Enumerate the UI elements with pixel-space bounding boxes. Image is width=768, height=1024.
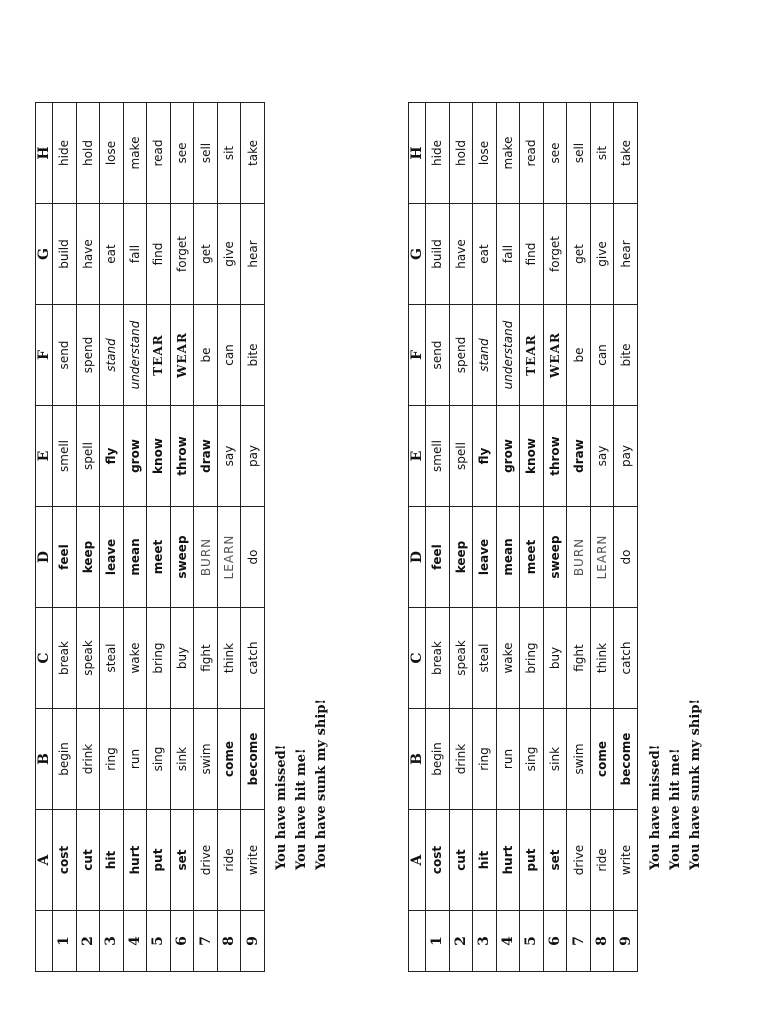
column-header-d: D [36,507,53,608]
grid-cell[interactable]: lose [100,103,124,204]
grid-cell[interactable]: have [76,204,100,305]
row-number: 4 [123,911,147,972]
column-header-g: G [409,204,426,305]
grid-cell[interactable]: sweep [170,507,194,608]
grid-cell[interactable]: spend [76,305,100,406]
grid-row-9 [241,103,265,972]
grid-row-4 [123,103,147,972]
grid-cell[interactable]: cost [53,810,77,911]
message-line: You have sunk my ship! [314,698,329,870]
grid-cell[interactable]: TEAR [147,305,171,406]
grid-cell[interactable]: think [217,608,241,709]
message-line: You have missed! [274,744,289,870]
column-header-b: B [36,709,53,810]
grid-cell[interactable]: say [590,406,614,507]
grid-cell[interactable]: TEAR [520,305,544,406]
grid-cell[interactable]: be [567,305,591,406]
grid-cell[interactable]: run [496,709,520,810]
row-number: 7 [194,911,218,972]
grid-cell[interactable]: keep [76,507,100,608]
grid-row-5 [520,103,544,972]
grid-cell[interactable]: sell [567,103,591,204]
grid-cell[interactable]: feel [53,507,77,608]
grid-cell[interactable]: send [426,305,450,406]
grid-cell[interactable]: throw [543,406,567,507]
grid-cell[interactable]: speak [76,608,100,709]
grid-row-8 [590,103,614,972]
column-header-e: E [36,406,53,507]
grid-panel-left [35,102,265,972]
grid-cell[interactable]: find [520,204,544,305]
grid-cell[interactable]: LEARN [590,507,614,608]
grid-cell[interactable]: pay [241,406,265,507]
grid-cell[interactable]: build [426,204,450,305]
column-header-c: C [409,608,426,709]
row-number: 5 [520,911,544,972]
grid-cell[interactable]: set [543,810,567,911]
grid-cell[interactable]: swim [194,709,218,810]
grid-cell[interactable]: sweep [543,507,567,608]
grid-cell[interactable]: catch [614,608,638,709]
grid-cell[interactable]: sink [543,709,567,810]
grid-cell[interactable]: take [241,103,265,204]
row-number: 6 [543,911,567,972]
grid-cell[interactable]: become [241,709,265,810]
messages-right [646,0,706,870]
grid-row-8 [217,103,241,972]
grid-cell[interactable]: set [170,810,194,911]
grid-cell[interactable]: drink [449,709,473,810]
grid-cell[interactable]: stand [100,305,124,406]
grid-cell[interactable]: BURN [567,507,591,608]
grid-row-7 [194,103,218,972]
grid-cell[interactable]: can [590,305,614,406]
grid-row-6 [170,103,194,972]
grid-cell[interactable]: see [170,103,194,204]
grid-row-2 [449,103,473,972]
grid-cell[interactable]: build [53,204,77,305]
grid-cell[interactable]: eat [100,204,124,305]
grid-row-2 [76,103,100,972]
grid-cell[interactable]: hide [53,103,77,204]
verb-grid-right [408,102,638,972]
grid-cell[interactable]: smell [426,406,450,507]
grid-row-7 [567,103,591,972]
grid-cell[interactable]: throw [170,406,194,507]
column-header-b: B [409,709,426,810]
header-row [409,103,426,972]
message-line: You have hit me! [294,748,309,870]
grid-cell[interactable]: break [426,608,450,709]
grid-cell[interactable]: read [520,103,544,204]
grid-cell[interactable]: stand [473,305,497,406]
grid-cell[interactable]: sit [217,103,241,204]
grid-row-3 [100,103,124,972]
grid-cell[interactable]: bite [614,305,638,406]
grid-cell[interactable]: have [449,204,473,305]
grid-cell[interactable]: steal [100,608,124,709]
grid-cell[interactable]: bring [520,608,544,709]
grid-panel-right [408,102,638,972]
grid-cell[interactable]: say [217,406,241,507]
grid-cell[interactable]: smell [53,406,77,507]
grid-cell[interactable]: come [217,709,241,810]
grid-cell[interactable]: sell [194,103,218,204]
column-header-e: E [409,406,426,507]
grid-cell[interactable]: grow [123,406,147,507]
grid-cell[interactable]: draw [567,406,591,507]
grid-cell[interactable]: catch [241,608,265,709]
grid-cell[interactable]: fight [194,608,218,709]
grid-row-6 [543,103,567,972]
row-number: 3 [100,911,124,972]
grid-cell[interactable]: leave [100,507,124,608]
grid-cell[interactable]: draw [194,406,218,507]
grid-cell[interactable]: hold [76,103,100,204]
grid-cell[interactable]: grow [496,406,520,507]
grid-cell[interactable]: begin [53,709,77,810]
grid-cell[interactable]: spell [76,406,100,507]
grid-cell[interactable]: hide [426,103,450,204]
grid-cell[interactable]: steal [473,608,497,709]
grid-row-1 [53,103,77,972]
grid-cell[interactable]: send [53,305,77,406]
grid-row-3 [473,103,497,972]
grid-cell[interactable]: drink [76,709,100,810]
row-number: 8 [590,911,614,972]
grid-cell[interactable]: buy [543,608,567,709]
grid-cell[interactable]: ride [590,810,614,911]
grid-cell[interactable]: cost [426,810,450,911]
grid-cell[interactable]: hit [473,810,497,911]
grid-cell[interactable]: give [217,204,241,305]
grid-cell[interactable]: sing [520,709,544,810]
grid-cell[interactable]: hurt [496,810,520,911]
grid-cell[interactable]: sing [147,709,171,810]
row-number: 6 [170,911,194,972]
grid-cell[interactable]: do [241,507,265,608]
grid-cell[interactable]: fly [100,406,124,507]
grid-cell[interactable]: spend [449,305,473,406]
grid-row-5 [147,103,171,972]
grid-cell[interactable]: put [520,810,544,911]
grid-cell[interactable]: forget [170,204,194,305]
grid-cell[interactable]: eat [473,204,497,305]
message-line: You have sunk my ship! [688,698,703,870]
grid-cell[interactable]: cut [449,810,473,911]
grid-cell[interactable]: WEAR [543,305,567,406]
row-number: 9 [614,911,638,972]
grid-cell[interactable]: give [590,204,614,305]
grid-cell[interactable]: begin [426,709,450,810]
grid-row-9 [614,103,638,972]
row-number: 7 [567,911,591,972]
grid-cell[interactable]: meet [520,507,544,608]
grid-cell[interactable]: feel [426,507,450,608]
grid-cell[interactable]: fight [567,608,591,709]
grid-cell[interactable]: WEAR [170,305,194,406]
column-header-h: H [36,103,53,204]
grid-cell[interactable]: leave [473,507,497,608]
grid-cell[interactable]: break [53,608,77,709]
verb-grid-left [35,102,265,972]
column-header-a: A [409,810,426,911]
grid-cell[interactable]: swim [567,709,591,810]
grid-cell[interactable]: come [590,709,614,810]
grid-cell[interactable]: hurt [123,810,147,911]
grid-cell[interactable]: bite [241,305,265,406]
grid-cell[interactable]: make [123,103,147,204]
grid-cell[interactable]: lose [473,103,497,204]
grid-cell[interactable]: hear [241,204,265,305]
row-number: 1 [426,911,450,972]
grid-cell[interactable]: drive [567,810,591,911]
grid-cell[interactable]: understand [123,305,147,406]
row-number: 8 [217,911,241,972]
grid-cell[interactable]: write [614,810,638,911]
message-line: You have missed! [648,744,663,870]
grid-cell[interactable]: wake [123,608,147,709]
column-header-a: A [36,810,53,911]
grid-cell[interactable]: hit [100,810,124,911]
grid-cell[interactable]: become [614,709,638,810]
grid-cell[interactable]: drive [194,810,218,911]
grid-cell[interactable]: speak [449,608,473,709]
grid-cell[interactable]: fall [123,204,147,305]
row-number: 2 [449,911,473,972]
grid-cell[interactable]: ride [217,810,241,911]
header-row [36,103,53,972]
corner-cell [36,911,53,972]
row-number: 5 [147,911,171,972]
grid-cell[interactable]: sit [590,103,614,204]
row-number: 4 [496,911,520,972]
grid-cell[interactable]: forget [543,204,567,305]
grid-cell[interactable]: bring [147,608,171,709]
grid-cell[interactable]: write [241,810,265,911]
grid-cell[interactable]: think [590,608,614,709]
grid-cell[interactable]: meet [147,507,171,608]
grid-cell[interactable]: be [194,305,218,406]
grid-cell[interactable]: BURN [194,507,218,608]
column-header-h: H [409,103,426,204]
grid-cell[interactable]: see [543,103,567,204]
grid-cell[interactable]: buy [170,608,194,709]
row-number: 9 [241,911,265,972]
grid-cell[interactable]: take [614,103,638,204]
grid-cell[interactable]: fall [496,204,520,305]
messages-left [272,0,332,870]
row-number: 1 [53,911,77,972]
message-line: You have hit me! [668,748,683,870]
grid-cell[interactable]: know [147,406,171,507]
column-header-f: F [36,305,53,406]
grid-cell[interactable]: LEARN [217,507,241,608]
grid-cell[interactable]: ring [473,709,497,810]
grid-cell[interactable]: find [147,204,171,305]
column-header-f: F [409,305,426,406]
grid-cell[interactable]: do [614,507,638,608]
grid-cell[interactable]: make [496,103,520,204]
grid-cell[interactable]: get [194,204,218,305]
grid-cell[interactable]: hear [614,204,638,305]
grid-cell[interactable]: put [147,810,171,911]
grid-cell[interactable]: pay [614,406,638,507]
grid-cell[interactable]: hold [449,103,473,204]
grid-cell[interactable]: keep [449,507,473,608]
grid-cell[interactable]: get [567,204,591,305]
grid-cell[interactable]: read [147,103,171,204]
grid-row-4 [496,103,520,972]
corner-cell [409,911,426,972]
grid-cell[interactable]: ring [100,709,124,810]
grid-cell[interactable]: fly [473,406,497,507]
grid-row-1 [426,103,450,972]
grid-cell[interactable]: mean [496,507,520,608]
grid-cell[interactable]: sink [170,709,194,810]
grid-cell[interactable]: spell [449,406,473,507]
grid-cell[interactable]: understand [496,305,520,406]
grid-cell[interactable]: run [123,709,147,810]
row-number: 3 [473,911,497,972]
grid-cell[interactable]: cut [76,810,100,911]
column-header-d: D [409,507,426,608]
grid-cell[interactable]: wake [496,608,520,709]
grid-cell[interactable]: mean [123,507,147,608]
column-header-c: C [36,608,53,709]
column-header-g: G [36,204,53,305]
row-number: 2 [76,911,100,972]
grid-cell[interactable]: know [520,406,544,507]
grid-cell[interactable]: can [217,305,241,406]
